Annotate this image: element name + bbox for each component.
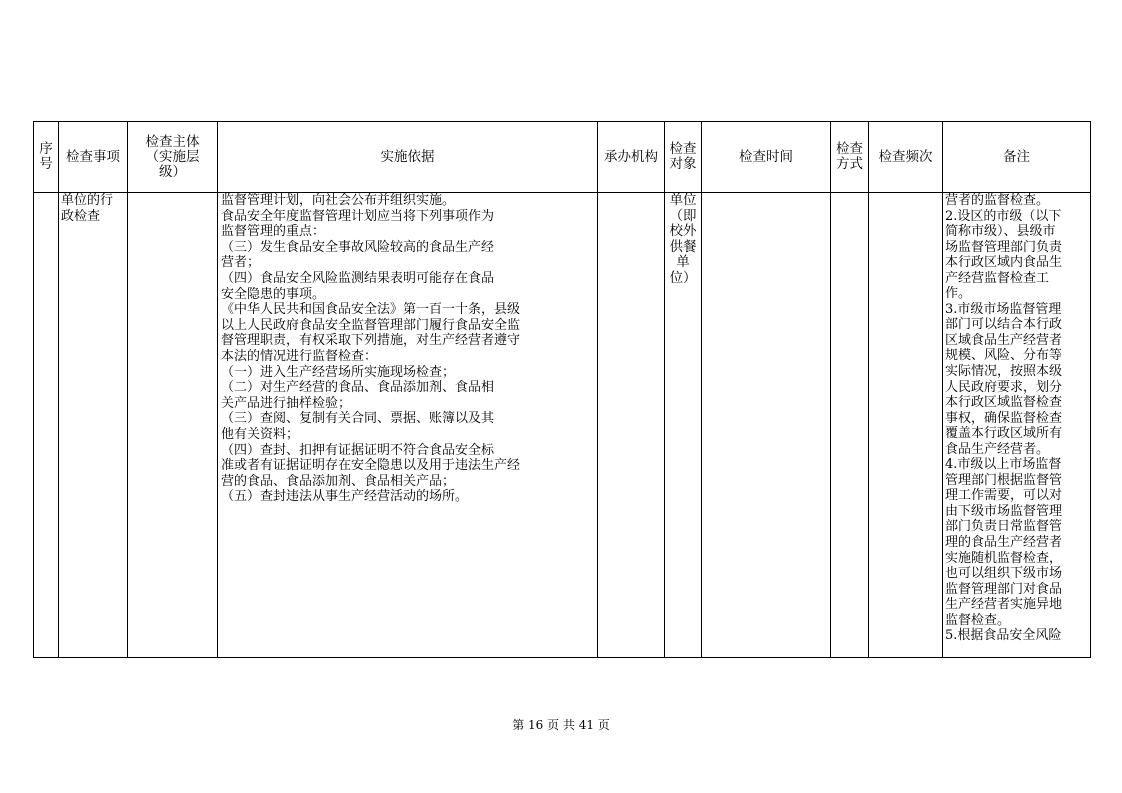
header-time: 检查时间 bbox=[702, 122, 831, 193]
header-item: 检查事项 bbox=[59, 122, 128, 193]
header-method: 检查 方式 bbox=[831, 122, 869, 193]
cell-method bbox=[831, 193, 869, 658]
cell-subject bbox=[128, 193, 218, 658]
header-subject: 检查主体 （实施层 级） bbox=[128, 122, 218, 193]
header-row bbox=[34, 122, 1091, 193]
cell-object: 单位 （即 校外 供餐 单 位） bbox=[665, 193, 702, 658]
page-footer: 第 16 页 共 41 页 bbox=[512, 718, 610, 732]
cell-seq bbox=[34, 193, 59, 658]
inspection-table bbox=[33, 121, 1091, 658]
cell-notes: 营者的监督检查。 2.设区的市级（以下 简称市级）、县级市 场监督管理部门负责 本行政区域内食品生 产经营监督检查工 作。 3.市级市场监督管理 部门可以结合本行政 区域食品生产经营者 规模、风险、分布等 实际情况，按照本级 人民政府要求，划分 本行政区域监督检查 事权，确保监督检查 覆盖本行政区域所有 食品生产经营者。 4.市级以上市场监督 管理部门根据监督管 理工作需要，可以对 由下级市场监督管理 部门负责日常监督管 理的食品生产经营者 实施随机监督检查， 也可以组织下级市场 监督管理部门对食品 生产经营者实施异地 监督检查。 5.根据食品安全风险 bbox=[943, 193, 1091, 658]
header-seq: 序 号 bbox=[34, 122, 59, 193]
header-org: 承办机构 bbox=[598, 122, 665, 193]
table-row bbox=[34, 193, 1091, 658]
cell-time bbox=[702, 193, 831, 658]
header-object: 检查 对象 bbox=[665, 122, 702, 193]
cell-item: 单位的行 政检查 bbox=[59, 193, 128, 658]
cell-freq bbox=[869, 193, 943, 658]
cell-basis: 监督管理计划，向社会公布并组织实施。 食品安全年度监督管理计划应当将下列事项作为 监督管理的重点： （三）发生食品安全事故风险较高的食品生产经 营者； （四）食品安全风险监测结果表明可能存在食品 安全隐患的事项。 《中华人民共和国食品安全法》第一百一十条，县级 以上人民政府食品安全监督管理部门履行食品安全监 督管理职责，有权采取下列措施，对生产经营者遵守 本法的情况进行监督检查： （一）进入生产经营场所实施现场检查； （二）对生产经营的食品、食品添加剂、食品相 关产品进行抽样检验； （三）查阅、复制有关合同、票据、账簿以及其 他有关资料； （四）查封、扣押有证据证明不符合食品安全标 准或者有证据证明存在安全隐患以及用于违法生产经 营的食品、食品添加剂、食品相关产品； （五）查封违法从事生产经营活动的场所。 bbox=[218, 193, 598, 658]
header-basis: 实施依据 bbox=[218, 122, 598, 193]
cell-org bbox=[598, 193, 665, 658]
header-freq: 检查频次 bbox=[869, 122, 943, 193]
header-notes: 备注 bbox=[943, 122, 1091, 193]
